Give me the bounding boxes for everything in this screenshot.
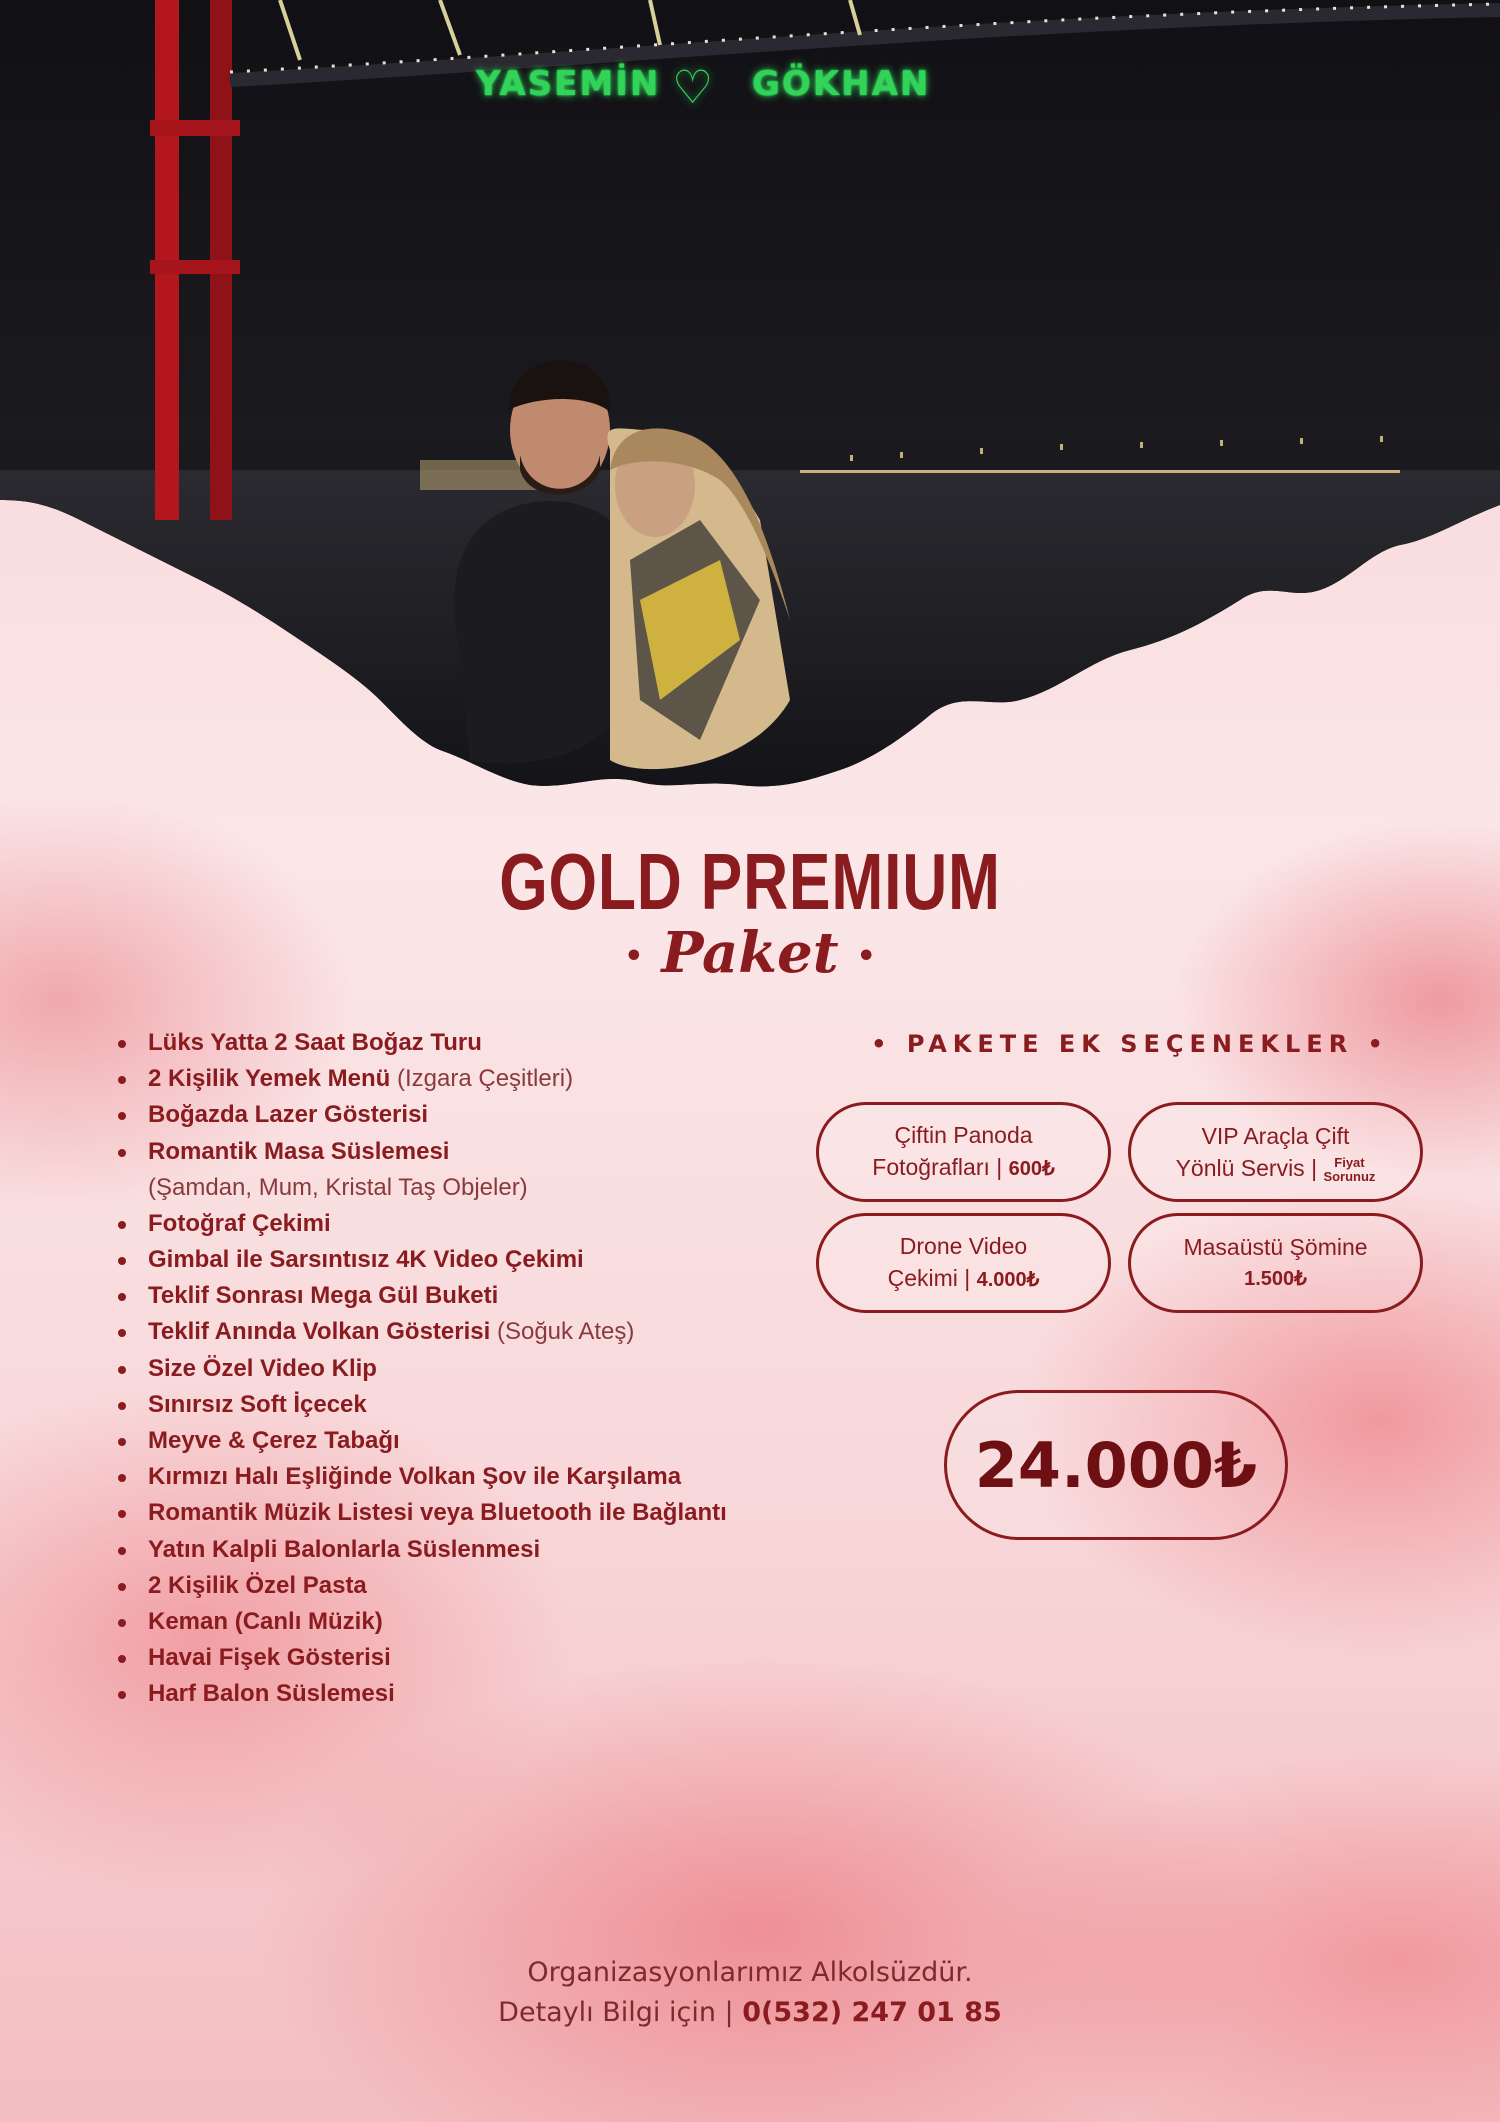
extra-option-fireplace [1128,1213,1423,1313]
feature-item [118,1604,838,1640]
extra-option-drone [816,1213,1111,1313]
extra-line2: Yönlü Servis | [1175,1155,1318,1181]
feature-text: 2 Kişilik Özel Pasta [148,1571,367,1599]
extra-option-vip-car [1128,1102,1423,1202]
phone-number[interactable]: 0(532) 247 01 85 [742,1997,1002,2028]
feature-item [118,1097,838,1133]
feature-item [118,1387,838,1423]
dot-separator: • [624,939,644,975]
extra-line2: Çekimi | [887,1265,971,1291]
feature-subnote: (Şamdan, Mum, Kristal Taş Objeler) [148,1173,528,1201]
extra-option-panel-photos [816,1102,1111,1202]
feature-text: Meyve & Çerez Tabağı [148,1427,400,1455]
extra-line1: Drone Video [899,1233,1028,1259]
extra-price-note-2: Sorunuz [1323,1168,1376,1184]
feature-note: (Soğuk Ateş) [496,1318,635,1346]
night-bosphorus-scene [0,0,1500,800]
feature-item [118,1532,838,1568]
feature-item [118,1676,838,1712]
feature-item [118,1423,838,1459]
package-subtitle-row [0,920,1500,986]
extra-price-note-1: Fiyat [1334,1154,1365,1170]
footer-contact-label: Detaylı Bilgi için | [498,1997,734,2028]
feature-text: Size Özel Video Klip [148,1354,377,1382]
footer-contact [0,1997,1500,2028]
feature-text: Kırmızı Halı Eşliğinde Volkan Şov ile Karşılama [148,1463,682,1491]
package-subtitle: Paket [661,920,839,986]
package-price: 24.000₺ [944,1390,1288,1540]
feature-text: Boğazda Lazer Gösterisi [148,1101,429,1129]
feature-text: Yatın Kalpli Balonlarla Süslenmesi [148,1535,541,1563]
extra-price: 4.000₺ [976,1269,1040,1291]
feature-item [118,1351,838,1387]
feature-item [118,1314,838,1350]
extra-line1: VIP Araçla Çift [1201,1123,1350,1149]
footer-note: Organizasyonlarımız Alkolsüzdür. [527,1957,973,1988]
feature-text: Harf Balon Süslemesi [148,1680,395,1708]
extra-price: 600₺ [1008,1158,1055,1180]
laser-heart-icon: ♡ [672,60,714,114]
feature-item [118,1568,838,1604]
extra-price: 1.500₺ [1244,1268,1307,1290]
feature-list [118,1025,838,1713]
feature-item [118,1640,838,1676]
feature-item [118,1061,838,1097]
feature-text: Fotoğraf Çekimi [148,1209,331,1237]
feature-text: Teklif Sonrası Mega Gül Buketi [148,1282,499,1310]
package-title: GOLD PREMIUM [499,837,1001,926]
feature-item [118,1025,838,1061]
feature-note: (Izgara Çeşitleri) [397,1065,574,1093]
extra-line2: Fotoğrafları | [872,1154,1003,1180]
feature-item [118,1206,838,1242]
feature-item [118,1242,838,1278]
feature-item [118,1134,838,1206]
feature-text: Havai Fişek Gösterisi [148,1644,391,1672]
feature-text: Sınırsız Soft İçecek [148,1390,367,1418]
feature-item [118,1278,838,1314]
laser-name-right: GÖKHAN [752,64,931,104]
feature-text: Romantik Masa Süslemesi [148,1137,450,1165]
feature-text: Romantik Müzik Listesi veya Bluetooth ile Bağlantı [148,1499,727,1527]
extra-line1: Masaüstü Şömine [1183,1234,1368,1260]
extras-title: • PAKETE EK SEÇENEKLER • [871,1030,1389,1058]
feature-text: Teklif Anında Volkan Gösterisi [148,1318,491,1346]
laser-name-left: YASEMİN [476,64,661,104]
feature-text: Gimbal ile Sarsıntısız 4K Video Çekimi [148,1246,584,1274]
feature-text: Keman (Canlı Müzik) [148,1608,383,1636]
couple-photo [0,0,1500,800]
dot-separator: • [856,939,876,975]
feature-item [118,1495,838,1531]
feature-item [118,1459,838,1495]
feature-text: 2 Kişilik Yemek Menü [148,1065,391,1093]
feature-text: Lüks Yatta 2 Saat Boğaz Turu [148,1029,482,1056]
extra-line1: Çiftin Panoda [894,1122,1033,1148]
